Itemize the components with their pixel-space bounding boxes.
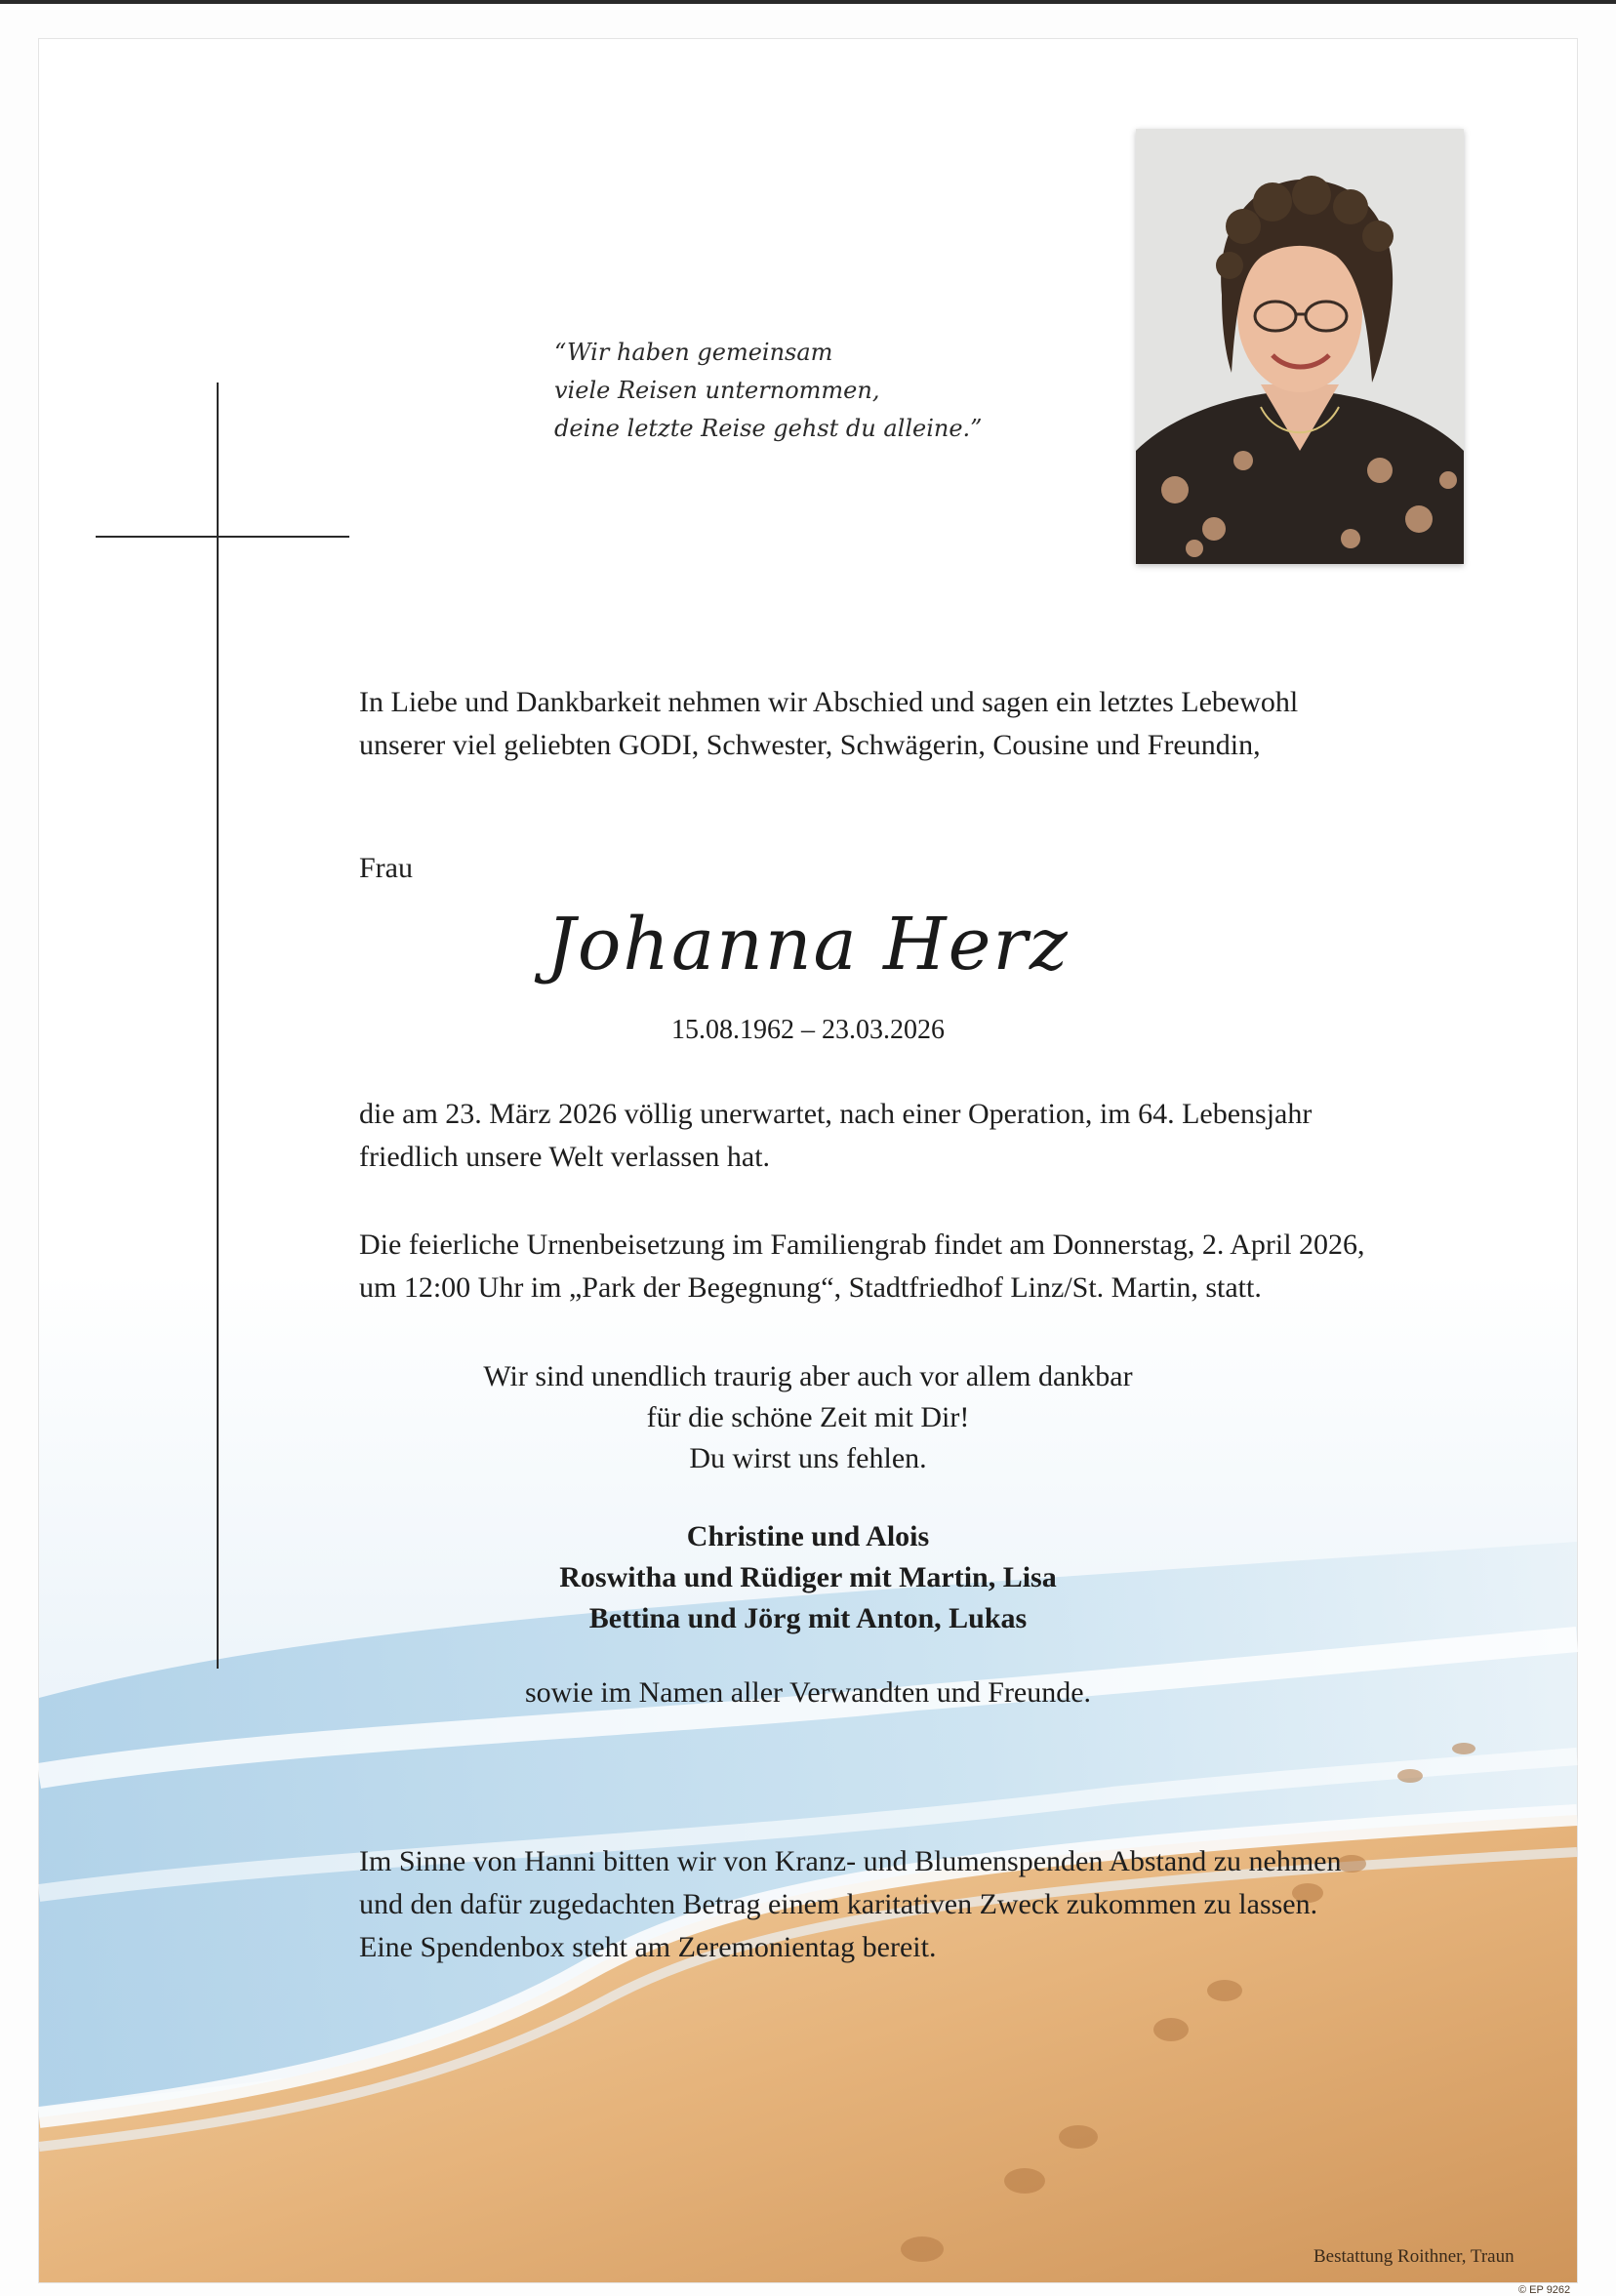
quote-line: deine letzte Reise gehst du alleine.” bbox=[554, 415, 983, 442]
salutation: Frau bbox=[359, 852, 413, 884]
intro-paragraph bbox=[359, 681, 1298, 767]
intro-line: unserer viel geliebten GODI, Schwester, Schwägerin, Cousine und Freundin, bbox=[359, 729, 1261, 761]
portrait-image bbox=[1136, 129, 1464, 564]
obituary-card bbox=[39, 39, 1577, 2296]
donation-line: Eine Spendenbox steht am Zeremonientag bereit. bbox=[359, 1931, 937, 1963]
quote-line: viele Reisen unternommen, bbox=[554, 377, 880, 404]
burial-line: um 12:00 Uhr im „Park der Begegnung“, Stadtfriedhof Linz/St. Martin, statt. bbox=[359, 1271, 1262, 1304]
quote-line: “Wir haben gemeinsam bbox=[554, 339, 833, 366]
signer-line: Roswitha und Rüdiger mit Martin, Lisa bbox=[559, 1561, 1057, 1593]
catalog-number: © EP 9262 bbox=[1518, 2284, 1571, 2296]
passing-line: friedlich unsere Welt verlassen hat. bbox=[359, 1141, 771, 1173]
thanks-paragraph bbox=[39, 1356, 1577, 1479]
burial-paragraph bbox=[359, 1224, 1365, 1309]
cross-horizontal-bar bbox=[96, 536, 349, 538]
signer-line: Bettina und Jörg mit Anton, Lukas bbox=[588, 1602, 1028, 1634]
memorial-quote bbox=[554, 334, 1101, 448]
thanks-line: Wir sind unendlich traurig aber auch vor allem dankbar bbox=[483, 1360, 1133, 1392]
donation-line: und den dafür zugedachten Betrag einem karitativen Zweck zukommen zu lassen. bbox=[359, 1888, 1318, 1920]
portrait-photo bbox=[1136, 129, 1464, 564]
signer-line: Christine und Alois bbox=[686, 1520, 930, 1552]
thanks-line: Du wirst uns fehlen. bbox=[689, 1442, 927, 1474]
thanks-line: für die schöne Zeit mit Dir! bbox=[646, 1401, 970, 1433]
donation-paragraph bbox=[359, 1840, 1341, 1969]
burial-line: Die feierliche Urnenbeisetzung im Familiengrab findet am Donnerstag, 2. April 2026, bbox=[359, 1229, 1365, 1261]
deceased-name: Johanna Herz bbox=[546, 903, 1070, 987]
relatives-line: sowie im Namen aller Verwandten und Freunde. bbox=[524, 1676, 1092, 1709]
donation-line: Im Sinne von Hanni bitten wir von Kranz- und Blumenspenden Abstand zu nehmen bbox=[359, 1845, 1342, 1877]
passing-line: die am 23. März 2026 völlig unerwartet, nach einer Operation, im 64. Lebensjahr bbox=[359, 1098, 1313, 1130]
intro-line: In Liebe und Dankbarkeit nehmen wir Abschied und sagen ein letztes Lebewohl bbox=[359, 686, 1299, 718]
passing-paragraph bbox=[359, 1093, 1312, 1179]
signers-list bbox=[39, 1516, 1577, 1639]
life-dates: 15.08.1962 – 23.03.2026 bbox=[671, 1015, 945, 1045]
undertaker-credit: Bestattung Roithner, Traun bbox=[1313, 2246, 1515, 2267]
scan-edge bbox=[0, 0, 1616, 4]
